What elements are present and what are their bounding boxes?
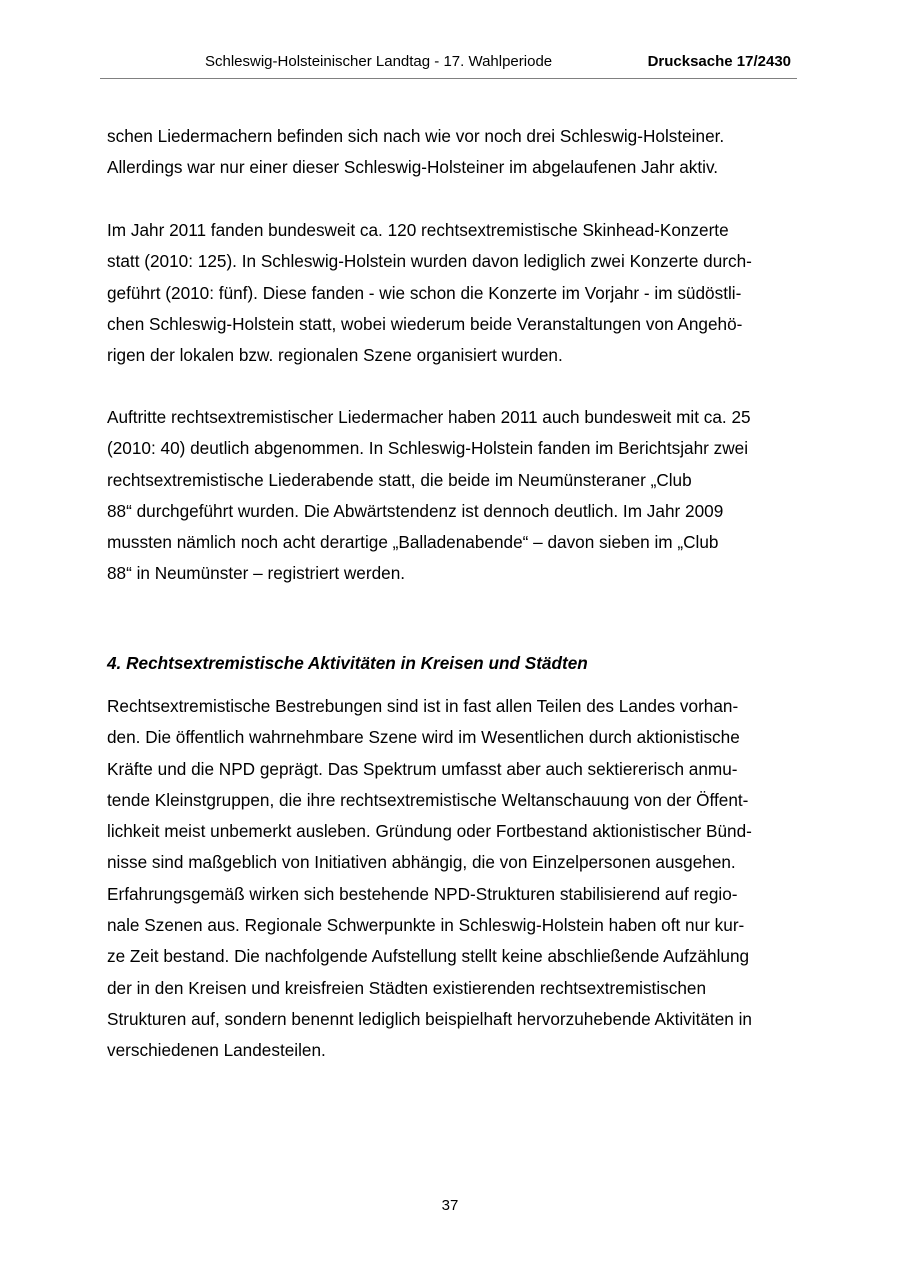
paragraph-line: schen Liedermachern befinden sich nach wie vor noch drei Schleswig-Holsteiner. [107,126,725,146]
paragraph-line: mussten nämlich noch acht derartige „Balladenabende“ – davon sieben im „Club [107,532,719,553]
paragraph-line: rechtsextremistische Liederabende statt, die beide im Neumünsteraner „Club [107,469,692,490]
section-line: Rechtsextremistische Bestrebungen sind ist in fast allen Teilen des Landes vorhan- [107,696,739,716]
paragraph-line: rigen der lokalen bzw. regionalen Szene organisiert wurden. [107,345,563,366]
section-line: ze Zeit bestand. Die nachfolgende Aufstellung stellt keine abschließende Aufzählung [107,946,750,967]
page-header [100,50,797,79]
paragraph-line: Auftritte rechtsextremistischer Liedermacher haben 2011 auch bundesweit mit ca. 25 [107,407,751,427]
paragraph-line: 88“ in Neumünster – registriert werden. [107,563,406,584]
paragraph-3 [107,402,797,590]
paragraph-line: (2010: 40) deutlich abgenommen. In Schleswig-Holstein fanden im Berichtsjahr zwei [107,438,749,459]
paragraph-line: Im Jahr 2011 fanden bundesweit ca. 120 rechtsextremistische Skinhead-Konzerte [107,220,729,240]
paragraph-line: 88“ durchgeführt wurden. Die Abwärtstendenz ist dennoch deutlich. Im Jahr 2009 [107,500,724,521]
section-line: Strukturen auf, sondern benennt lediglich beispielhaft hervorzuhebende Aktivitäten in [107,1008,752,1029]
paragraph-line: geführt (2010: fünf). Diese fanden - wie schon die Konzerte im Vorjahr - im südöstli- [107,282,742,303]
header-title: Schleswig-Holsteinischer Landtag - 17. Wahlperiode [205,53,553,70]
section-line: Erfahrungsgemäß wirken sich bestehende NPD-Strukturen stabilisierend auf regio- [107,883,738,904]
section-heading: 4. Rechtsextremistische Aktivitäten in Kreisen und Städten [107,653,588,673]
section-line: nale Szenen aus. Regionale Schwerpunkte in Schleswig-Holstein haben oft nur kur- [107,915,745,936]
paragraph-line: statt (2010: 125). In Schleswig-Holstein wurden davon lediglich zwei Konzerte durch- [107,251,752,272]
section-line: verschiedenen Landesteilen. [107,1040,326,1061]
paragraph-line: chen Schleswig-Holstein statt, wobei wiederum beide Veranstaltungen von Angehö- [107,313,743,334]
section-body [107,691,797,1067]
section-line: lichkeit meist unbemerkt ausleben. Gründung oder Fortbestand aktionistischer Bünd- [107,821,752,842]
paragraph-2 [107,215,797,371]
section-line: Kräfte und die NPD geprägt. Das Spektrum umfasst aber auch sektiererisch anmu- [107,758,738,779]
section-line: der in den Kreisen und kreisfreien Städten existierenden rechtsextremistischen [107,977,707,998]
section-line: nisse sind maßgeblich von Initiativen abhängig, die von Einzelpersonen ausgehen. [107,852,736,873]
section-line: tende Kleinstgruppen, die ihre rechtsextremistische Weltanschauung von der Öffent- [107,789,749,810]
section-line: den. Die öffentlich wahrnehmbare Szene wird im Wesentlichen durch aktionistische [107,727,740,748]
header-document-number: Drucksache 17/2430 [647,53,791,70]
page-number: 37 [441,1197,459,1214]
paragraph-line: Allerdings war nur einer dieser Schleswig-Holsteiner im abgelaufenen Jahr aktiv. [107,157,719,178]
paragraph-1 [107,121,797,184]
